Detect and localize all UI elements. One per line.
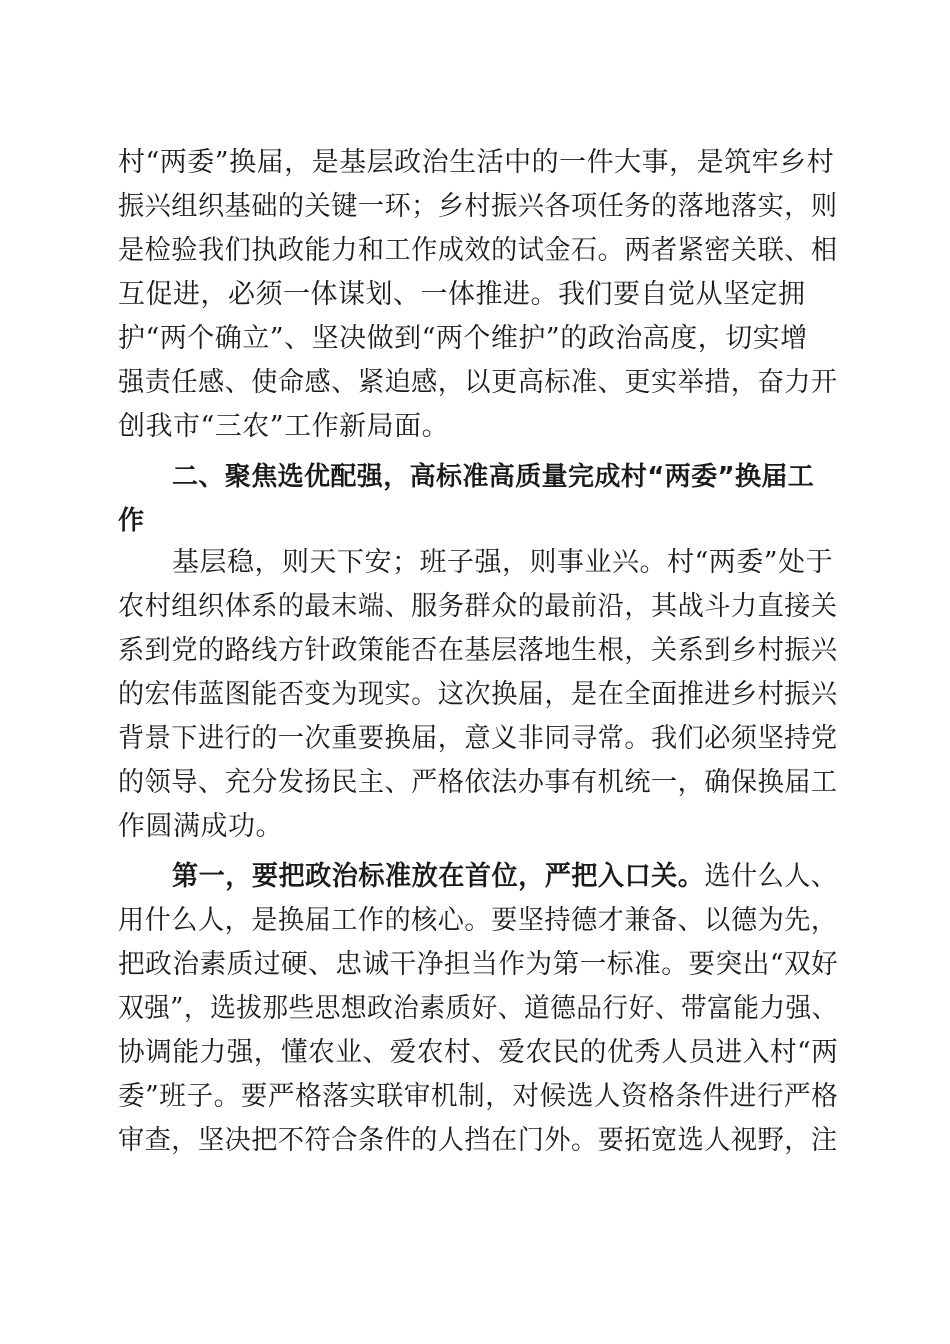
paragraph-2-line-6: 的领导、充分发扬民主、严格依法办事有机统一，确保换届工: [118, 767, 838, 798]
paragraph-2-line-5: 背景下进行的一次重要换届，意义非同寻常。我们必须坚持党: [118, 723, 838, 754]
paragraph-3-line-6: 委”班子。要严格落实联审机制，对候选人资格条件进行严格: [118, 1081, 839, 1112]
section-heading-line-1: 二、聚焦选优配强，高标准高质量完成村“两委”换届工: [172, 462, 815, 492]
paragraph-1-line-3: 是检验我们执政能力和工作成效的试金石。两者紧密关联、相: [118, 235, 838, 266]
paragraph-3-lead: 第一，要把政治标准放在首位，严把入口关。: [172, 861, 705, 892]
paragraph-3-line-2: 用什么人，是换届工作的核心。要坚持德才兼备、以德为先，: [118, 905, 838, 936]
paragraph-3-line-3: 把政治素质过硬、忠诚干净担当作为第一标准。要突出“双好: [118, 949, 839, 980]
paragraph-3-line-1-rest: 选什么人、: [704, 861, 838, 892]
paragraph-1-line-1: 村“两委”换届，是基层政治生活中的一件大事，是筑牢乡村: [118, 147, 835, 178]
paragraph-2-line-3: 系到党的路线方针政策能否在基层落地生根，关系到乡村振兴: [118, 635, 838, 666]
paragraph-3-line-1: [172, 859, 838, 895]
paragraph-2-line-7: 作圆满成功。: [118, 811, 283, 842]
paragraph-1-line-2: 振兴组织基础的关键一环；乡村振兴各项任务的落地落实，则: [118, 191, 838, 222]
paragraph-2-line-2: 农村组织体系的最末端、服务群众的最前沿，其战斗力直接关: [118, 591, 838, 622]
paragraph-2-line-4: 的宏伟蓝图能否变为现实。这次换届，是在全面推进乡村振兴: [118, 679, 838, 710]
paragraph-3-line-4: 双强”，选拔那些思想政治素质好、道德品行好、带富能力强、: [118, 993, 838, 1024]
paragraph-2-line-1: 基层稳，则天下安；班子强，则事业兴。村“两委”处于: [172, 547, 834, 578]
paragraph-3-line-7: 审查，坚决把不符合条件的人挡在门外。要拓宽选人视野，注: [118, 1125, 838, 1156]
paragraph-3-line-5: 协调能力强，懂农业、爱农村、爱农民的优秀人员进入村“两: [118, 1037, 839, 1068]
paragraph-1-line-7: 创我市“三农”工作新局面。: [118, 411, 450, 442]
paragraph-1-line-6: 强责任感、使命感、紧迫感，以更高标准、更实举措，奋力开: [118, 367, 838, 398]
section-heading-line-2: 作: [118, 506, 145, 536]
paragraph-1-line-4: 互促进，必须一体谋划、一体推进。我们要自觉从坚定拥: [118, 279, 806, 310]
paragraph-1-line-5: 护“两个确立”、坚决做到“两个维护”的政治高度，切实增: [118, 323, 808, 354]
